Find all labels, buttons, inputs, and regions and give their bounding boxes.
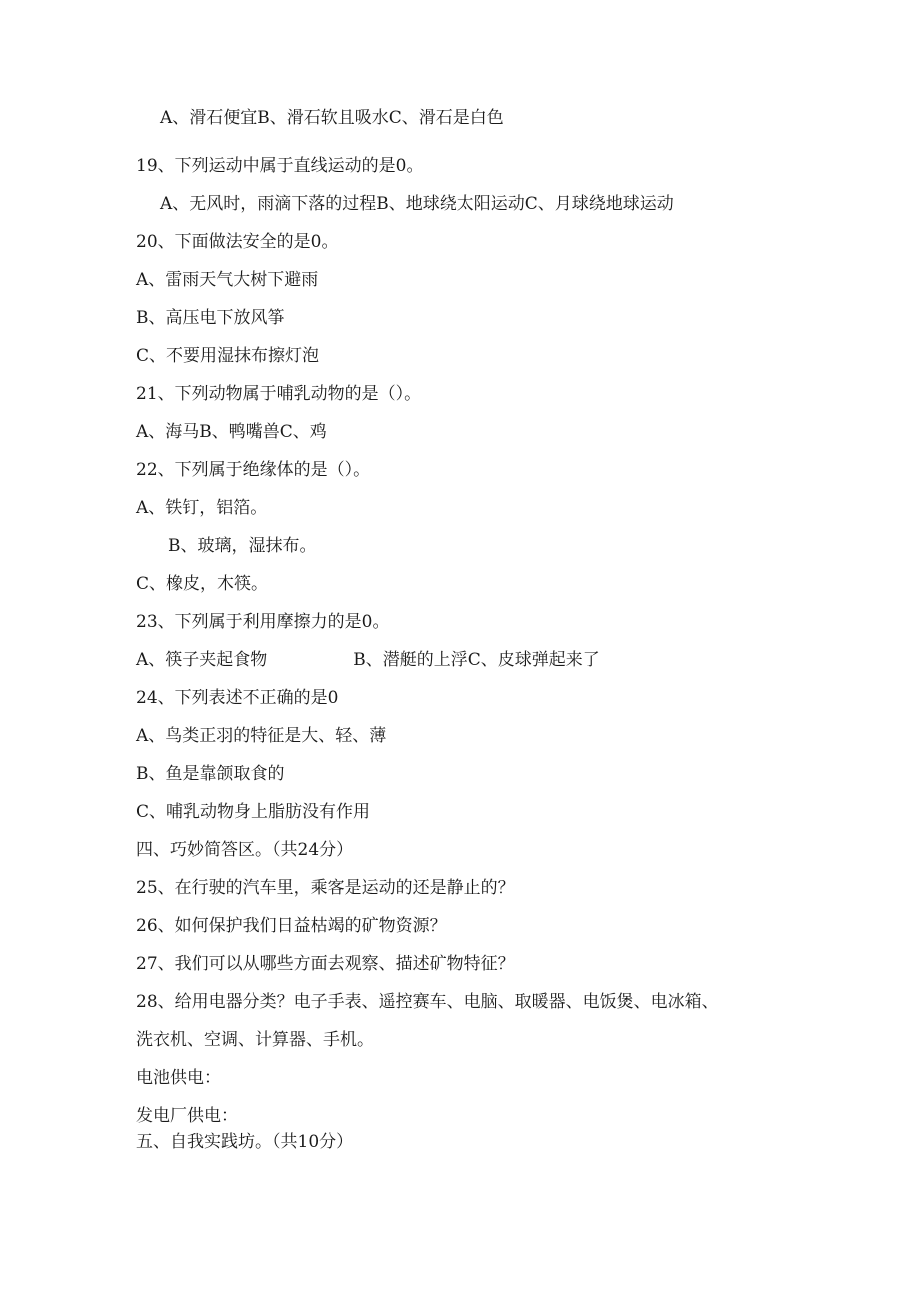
q23-options bbox=[136, 649, 600, 671]
q23-option-a: A、筷子夹起食物 bbox=[136, 650, 268, 670]
q24-option-a: A、鸟类正羽的特征是大、轻、薄 bbox=[136, 726, 387, 746]
q22-stem: 22、下列属于绝缘体的是（）。 bbox=[136, 460, 371, 480]
q23-option-bc: B、潜艇的上浮C、皮球弹起来了 bbox=[353, 650, 600, 670]
q20-stem: 20、下面做法安全的是0。 bbox=[136, 232, 339, 252]
q21-options: A、海马B、鸭嘴兽C、鸡 bbox=[136, 422, 327, 442]
q22-option-c: C、橡皮，木筷。 bbox=[136, 574, 269, 594]
q22-option-a: A、铁钉，铝箔。 bbox=[136, 498, 268, 518]
q24-stem: 24、下列表述不正确的是0 bbox=[136, 688, 339, 708]
q27: 27、我们可以从哪些方面去观察、描述矿物特征？ bbox=[136, 954, 515, 974]
q24-option-c: C、哺乳动物身上脂肪没有作用 bbox=[136, 802, 371, 822]
q20-option-c: C、不要用湿抹布擦灯泡 bbox=[136, 346, 320, 366]
q24-option-b: B、鱼是靠颌取食的 bbox=[136, 764, 285, 784]
q19-stem: 19、下列运动中属于直线运动的是0。 bbox=[136, 156, 424, 176]
q18-options: A、滑石便宜B、滑石软且吸水C、滑石是白色 bbox=[160, 108, 504, 128]
q23-stem: 23、下列属于利用摩擦力的是0。 bbox=[136, 612, 390, 632]
q25: 25、在行驶的汽车里，乘客是运动的还是静止的？ bbox=[136, 878, 515, 898]
q28-line2: 洗衣机、空调、计算器、手机。 bbox=[136, 1030, 374, 1050]
power-plant-label: 发电厂供电： bbox=[136, 1106, 238, 1126]
section-5-heading: 五、自我实践坊。（共10分） bbox=[136, 1132, 354, 1152]
q26: 26、如何保护我们日益枯竭的矿物资源？ bbox=[136, 916, 447, 936]
q21-stem: 21、下列动物属于哺乳动物的是（）。 bbox=[136, 384, 422, 404]
q22-option-b: B、玻璃，湿抹布。 bbox=[168, 536, 317, 556]
q19-options: A、无风时，雨滴下落的过程B、地球绕太阳运动C、月球绕地球运动 bbox=[160, 194, 674, 214]
q28-line1: 28、给用电器分类？电子手表、遥控赛车、电脑、取暖器、电饭煲、电冰箱、 bbox=[136, 992, 719, 1012]
q20-option-a: A、雷雨天气大树下避雨 bbox=[136, 270, 319, 290]
battery-powered-label: 电池供电： bbox=[136, 1068, 221, 1088]
q20-option-b: B、高压电下放风筝 bbox=[136, 308, 285, 328]
section-4-heading: 四、巧妙简答区。（共24分） bbox=[136, 840, 354, 860]
